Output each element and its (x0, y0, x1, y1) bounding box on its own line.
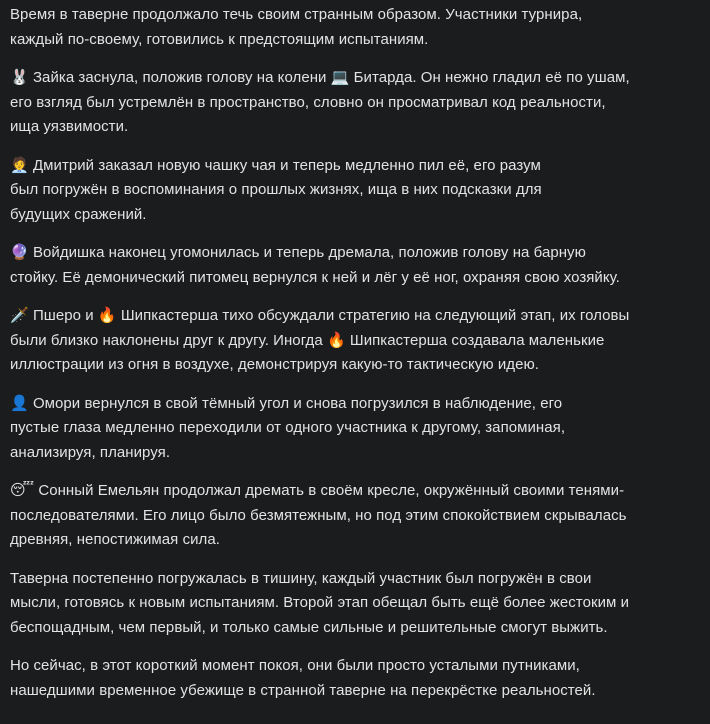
paragraph-voydishka (10, 241, 700, 290)
text-line: ища уязвимости. (10, 118, 129, 135)
text-line: стойку. Её демонический питомец вернулся к ней и лёг у её ног, охраняя свою хозяйку. (10, 268, 620, 286)
text-line: 👤 Омори вернулся в свой тёмный угол и снова погрузился в наблюдение, его (10, 394, 563, 412)
text-line: последователями. Его лицо было безмятежным, но под этим спокойствием скрывалась (10, 506, 627, 524)
text-line: анализируя, планируя. (10, 443, 171, 461)
text-line: Но сейчас, в этот короткий момент покоя, они были просто усталыми путниками, (10, 657, 580, 674)
text-line: иллюстрации из огня в воздухе, демонстрируя какую-то тактическую идею. (10, 356, 539, 373)
paragraph-closing (10, 654, 700, 703)
text-line: беспощадным, чем первый, и только самые сильные и решительные смогут выжить. (10, 618, 608, 636)
paragraph-pshero (10, 304, 700, 378)
paragraph-omori (10, 392, 700, 466)
text-line: его взгляд был устремлён в пространство, словно он просматривал код реальности, (10, 93, 606, 111)
text-line: Время в таверне продолжало течь своим странным образом. Участники турнира, (10, 6, 583, 23)
text-line: Таверна постепенно погружалась в тишину, каждый участник был погружён в свои (10, 569, 592, 587)
text-line: 😴 Сонный Емельян продолжал дремать в своём кресле, окружённый своими тенями- (10, 482, 625, 499)
text-line: нашедшими временное убежище в странной таверне на перекрёстке реальностей. (10, 681, 596, 699)
text-line: древняя, непостижимая сила. (10, 531, 220, 548)
paragraph-tavern (10, 567, 700, 641)
text-line: мысли, готовясь к новым испытаниям. Второй этап обещал быть ещё более жестоким и (10, 594, 630, 611)
text-line: будущих сражений. (10, 205, 147, 223)
text-line: каждый по-своему, готовились к предстоящим испытаниям. (10, 30, 429, 48)
text-line: был погружён в воспоминания о прошлых жизнях, ища в них подсказки для (10, 181, 542, 198)
text-line: 🐰 Зайка заснула, положив голову на колени 💻 Битарда. Он нежно гладил её по ушам, (10, 69, 630, 86)
text-line: пустые глаза медленно переходили от одного участника к другому, запоминая, (10, 419, 566, 436)
paragraph-zaika (10, 66, 700, 140)
text-line: 🔮 Войдишка наконец угомонилась и теперь дремала, положив голову на барную (10, 244, 586, 261)
paragraph-intro (10, 3, 700, 52)
text-line: 🧑‍💼 Дмитрий заказал новую чашку чая и теперь медленно пил её, его разум (10, 156, 541, 174)
paragraph-emelyan (10, 479, 700, 553)
paragraph-dmitriy (10, 154, 700, 228)
text-line: 🗡️ Пшеро и 🔥 Шипкастерша тихо обсуждали стратегию на следующий этап, их головы (10, 307, 630, 324)
text-line: были близко наклонены друг к другу. Иногда 🔥 Шипкастерша создавала маленькие (10, 331, 605, 349)
